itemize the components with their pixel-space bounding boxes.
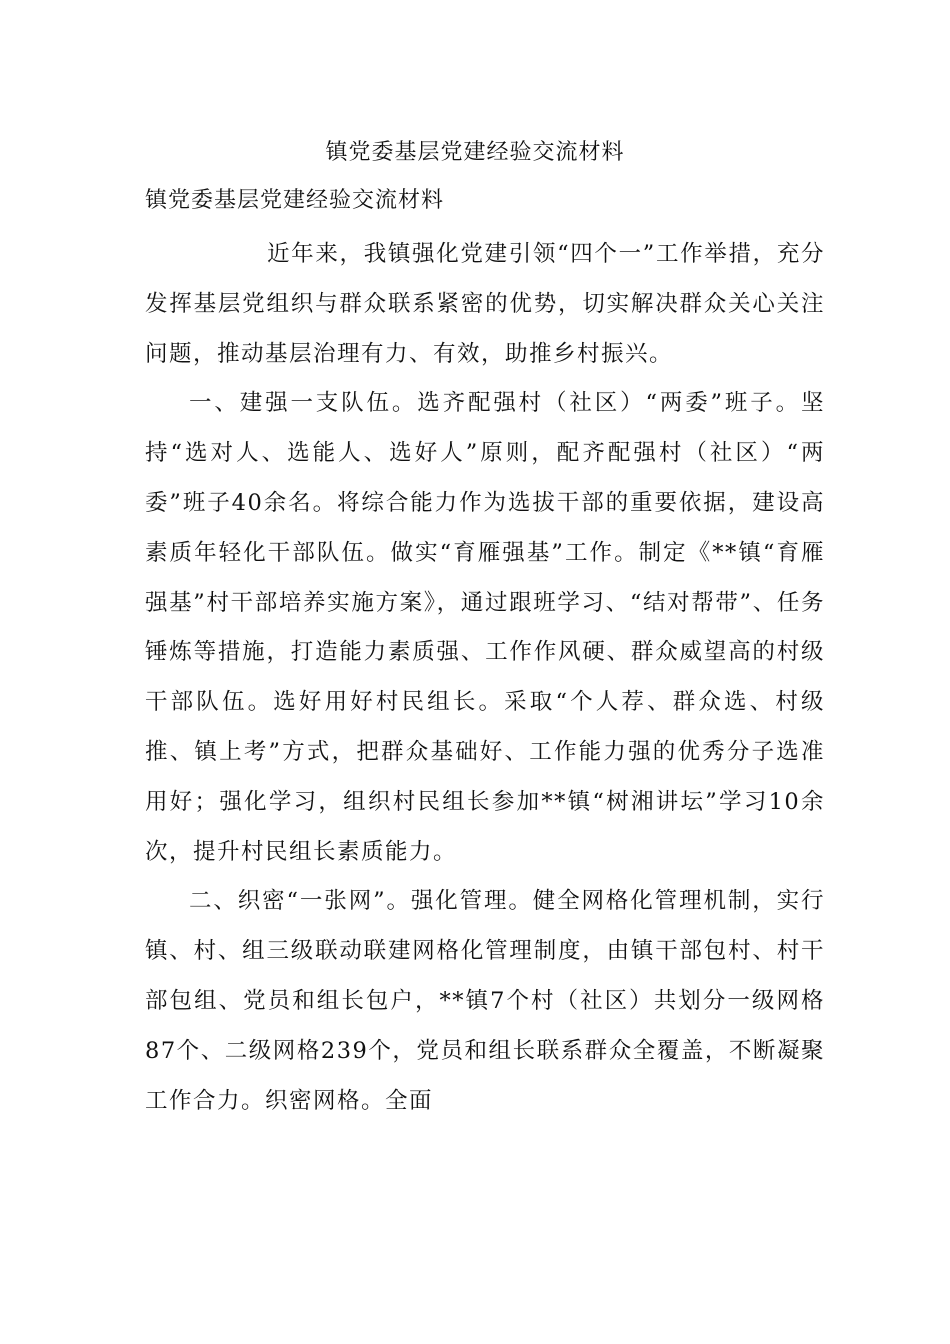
paragraph-intro: 近年来，我镇强化党建引领“四个一”工作举措，充分发挥基层党组织与群众联系紧密的优势，切实解决群众关心关注问题，推动基层治理有力、有效，助推乡村振兴。 — [145, 241, 825, 367]
paragraph-section-two: 二、织密“一张网”。强化管理。健全网格化管理机制，实行镇、村、组三级联动联建网格化管理制度，由镇干部包村、村干部包组、党员和组长包户，**镇7个村（社区）共划分一级网格87个、二级网格239个，党员和组长联系群众全覆盖，不断凝聚工作合力。织密网格。全面 — [145, 888, 825, 1114]
document-title: 镇党委基层党建经验交流材料 — [325, 140, 625, 165]
document-subtitle: 镇党委基层党建经验交流材料 — [145, 188, 445, 213]
document-body — [145, 230, 825, 1126]
paragraph-section-one: 一、建强一支队伍。选齐配强村（社区）“两委”班子。坚持“选对人、选能人、选好人”原则，配齐配强村（社区）“两委”班子40余名。将综合能力作为选拔干部的重要依据，建设高素质年轻化干部队伍。做实“育雁强基”工作。制定《**镇“育雁强基”村干部培养实施方案》，通过跟班学习、“结对帮带”、任务锤炼等措施，打造能力素质强、工作作风硬、群众威望高的村级干部队伍。选好用好村民组长。采取“个人荐、群众选、村级推、镇上考”方式，把群众基础好、工作能力强的优秀分子选准用好；强化学习，组织村民组长参加**镇“树湘讲坛”学习10余次，提升村民组长素质能力。 — [145, 390, 825, 865]
